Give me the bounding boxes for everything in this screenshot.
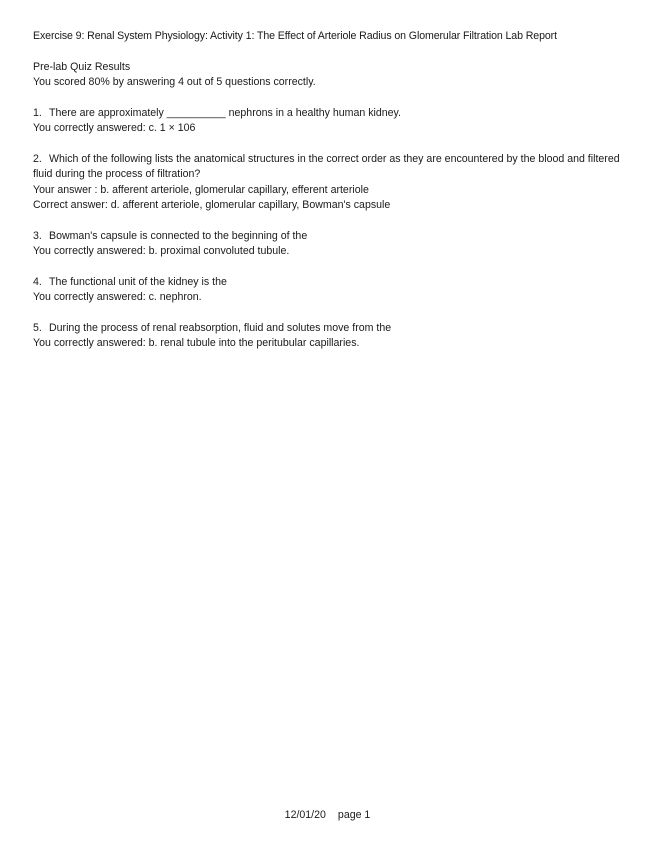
results-heading: Pre-lab Quiz Results: [33, 60, 131, 73]
question-number: 1.: [33, 106, 42, 119]
answer-line: You correctly answered: c. 1 × 106: [33, 122, 196, 134]
document-page: [33, 29, 633, 367]
document-title: Exercise 9: Renal System Physiology: Activity 1: The Effect of Arteriole Radius on Glomerular Filtration Lab Report: [33, 30, 557, 42]
footer-page-number: page 1: [337, 809, 371, 821]
question-prompt: [33, 106, 633, 122]
question-2: [33, 152, 633, 214]
question-text: During the process of renal reabsorption, fluid and solutes move from the: [49, 321, 392, 334]
correct-answer-line: Correct answer: d. afferent arteriole, glomerular capillary, Bowman's capsule: [33, 199, 391, 211]
question-text: There are approximately __________ nephrons in a healthy human kidney.: [49, 106, 401, 119]
question-1: [33, 106, 633, 137]
question-text: Bowman's capsule is connected to the beginning of the: [49, 229, 308, 242]
question-prompt: [33, 275, 633, 291]
answer-line: You correctly answered: b. proximal convoluted tubule.: [33, 245, 290, 257]
quiz-results: [33, 60, 633, 91]
question-text: Which of the following lists the anatomical structures in the correct order as they are encountered by the blood and filtered fluid during the process of filtration?: [33, 152, 620, 180]
question-4: [33, 275, 633, 306]
question-5: [33, 321, 633, 352]
question-3: [33, 229, 633, 260]
page-footer: [0, 808, 655, 824]
question-prompt: [33, 229, 633, 245]
question-text: The functional unit of the kidney is the: [49, 275, 227, 288]
question-number: 3.: [33, 229, 42, 242]
question-number: 5.: [33, 321, 42, 334]
question-prompt: [33, 152, 633, 183]
question-number: 2.: [33, 152, 42, 165]
your-answer-line: Your answer : b. afferent arteriole, glomerular capillary, efferent arteriole: [33, 183, 369, 196]
question-prompt: [33, 321, 633, 337]
score-summary: You scored 80% by answering 4 out of 5 questions correctly.: [33, 76, 316, 88]
answer-line: You correctly answered: c. nephron.: [33, 291, 202, 303]
question-number: 4.: [33, 275, 42, 288]
answer-line: You correctly answered: b. renal tubule into the peritubular capillaries.: [33, 337, 360, 349]
footer-date: 12/01/20: [284, 809, 326, 821]
